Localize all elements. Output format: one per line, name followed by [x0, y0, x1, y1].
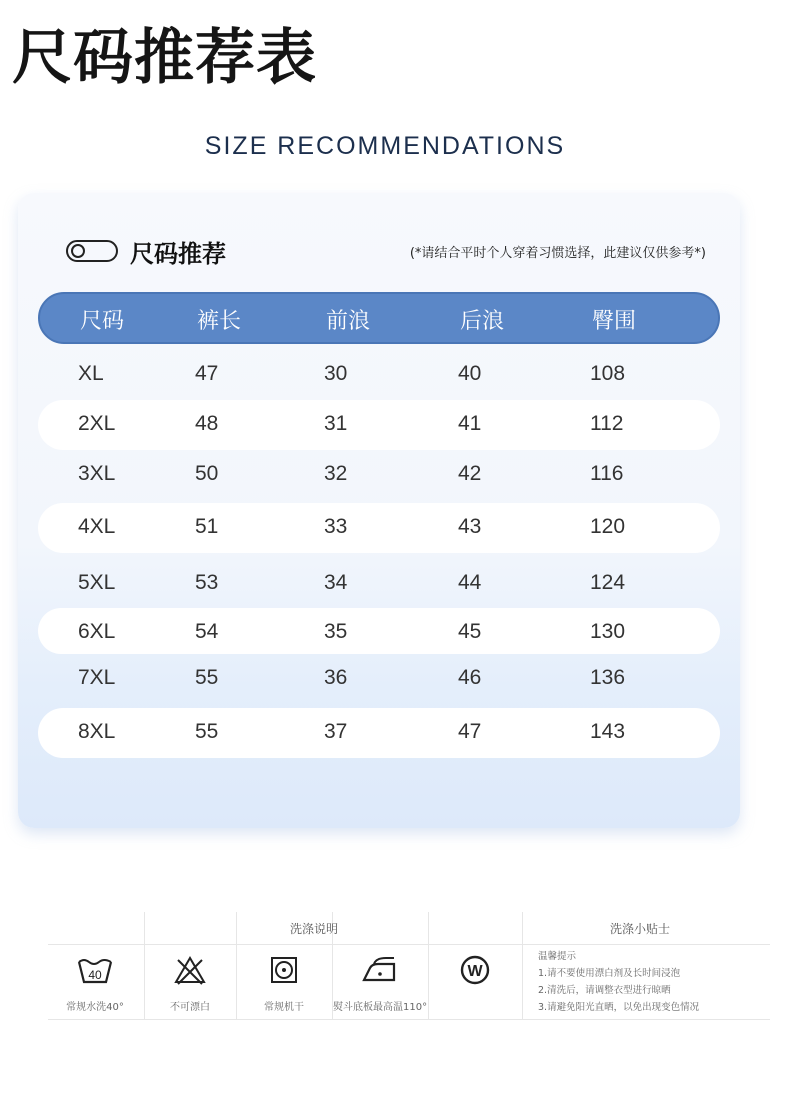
toggle-knob: [71, 244, 85, 258]
cell-hip: 136: [590, 666, 626, 689]
care-divider: [522, 912, 523, 1020]
care-label: 常规水洗40°: [66, 1002, 124, 1013]
care-section: [48, 912, 770, 1020]
care-item: [48, 950, 142, 1013]
table-row: [38, 400, 720, 450]
column-header-back-rise: 后浪: [460, 309, 505, 334]
cell-hip: 116: [590, 462, 624, 485]
tip-heading: 温馨提示: [538, 951, 577, 962]
card-title: 尺码推荐: [130, 240, 226, 268]
cell-size: 8XL: [78, 720, 116, 743]
toggle-icon: [66, 240, 118, 262]
cell-size: 3XL: [78, 462, 116, 485]
iron-icon: [360, 950, 400, 990]
column-header-hip: 臀围: [592, 309, 637, 334]
card-header: [66, 232, 706, 268]
cell-back-rise: 41: [458, 412, 482, 435]
cell-back-rise: 46: [458, 666, 482, 689]
cell-hip: 108: [590, 362, 626, 385]
table-row: [38, 503, 720, 553]
cell-hip: 130: [590, 620, 626, 643]
table-header: [38, 292, 720, 344]
cell-hip: 143: [590, 720, 626, 743]
cell-length: 54: [195, 620, 219, 643]
page-title: 尺码推荐表: [12, 23, 317, 93]
care-item: [428, 950, 522, 998]
tip-item: 3.请避免阳光直晒，以免出现变色情况: [538, 1002, 700, 1013]
care-item: [143, 950, 237, 1013]
card-note: (*请结合平时个人穿着习惯选择，此建议仅供参考*): [409, 246, 706, 261]
cell-front-rise: 36: [324, 666, 348, 689]
cell-front-rise: 33: [324, 515, 348, 538]
cell-length: 55: [195, 666, 219, 689]
tip-item: 2.清洗后，请调整衣型进行晾晒: [538, 985, 671, 996]
care-item: [237, 950, 331, 1013]
cell-hip: 112: [590, 412, 624, 435]
wash-40-icon: [75, 950, 115, 990]
cell-back-rise: 40: [458, 362, 482, 385]
wash-instructions-title: 洗涤说明: [290, 922, 339, 936]
cell-back-rise: 45: [458, 620, 482, 643]
table-row: [38, 559, 720, 609]
table-row: [38, 654, 720, 704]
cell-size: 5XL: [78, 571, 116, 594]
cell-size: 6XL: [78, 620, 116, 643]
care-item: [333, 950, 427, 1013]
cell-size: XL: [78, 362, 104, 385]
column-header-size: 尺码: [80, 309, 125, 334]
tip-item: 1.请不要使用漂白剂及长时间浸泡: [538, 968, 681, 979]
table-row: [38, 450, 720, 500]
column-header-front-rise: 前浪: [326, 309, 371, 334]
cell-front-rise: 37: [324, 720, 348, 743]
care-label: 不可漂白: [170, 1002, 210, 1013]
cell-length: 53: [195, 571, 219, 594]
cell-hip: 124: [590, 571, 626, 594]
wash-tips-title: 洗涤小贴士: [610, 922, 671, 936]
cell-back-rise: 43: [458, 515, 482, 538]
care-label: 熨斗底板最高温110°: [333, 1002, 428, 1013]
cell-front-rise: 34: [324, 571, 348, 594]
table-row: [38, 608, 720, 654]
cell-front-rise: 31: [324, 412, 348, 435]
cell-size: 4XL: [78, 515, 116, 538]
svg-text:40: 40: [88, 968, 102, 982]
cell-front-rise: 30: [324, 362, 348, 385]
care-divider: [48, 1019, 770, 1020]
cell-back-rise: 47: [458, 720, 482, 743]
column-header-length: 裤长: [197, 309, 242, 334]
cell-length: 48: [195, 412, 219, 435]
cell-size: 7XL: [78, 666, 116, 689]
cell-back-rise: 44: [458, 571, 482, 594]
care-divider: [48, 944, 770, 945]
table-row: [38, 350, 720, 400]
cell-length: 47: [195, 362, 219, 385]
cell-length: 51: [195, 515, 219, 538]
page-subtitle: SIZE RECOMMENDATIONS: [204, 132, 566, 160]
cell-length: 50: [195, 462, 219, 485]
cell-length: 55: [195, 720, 219, 743]
tumble-dry-icon: [264, 950, 304, 990]
cell-back-rise: 42: [458, 462, 482, 485]
table-row: [38, 708, 720, 758]
cell-size: 2XL: [78, 412, 116, 435]
cell-hip: 120: [590, 515, 626, 538]
no-bleach-icon: [170, 950, 210, 990]
wet-clean-icon: [455, 950, 495, 990]
care-label: 常规机干: [264, 1002, 304, 1013]
svg-text:W: W: [467, 963, 483, 980]
cell-front-rise: 35: [324, 620, 348, 643]
cell-front-rise: 32: [324, 462, 348, 485]
wash-tips: [538, 948, 770, 1016]
